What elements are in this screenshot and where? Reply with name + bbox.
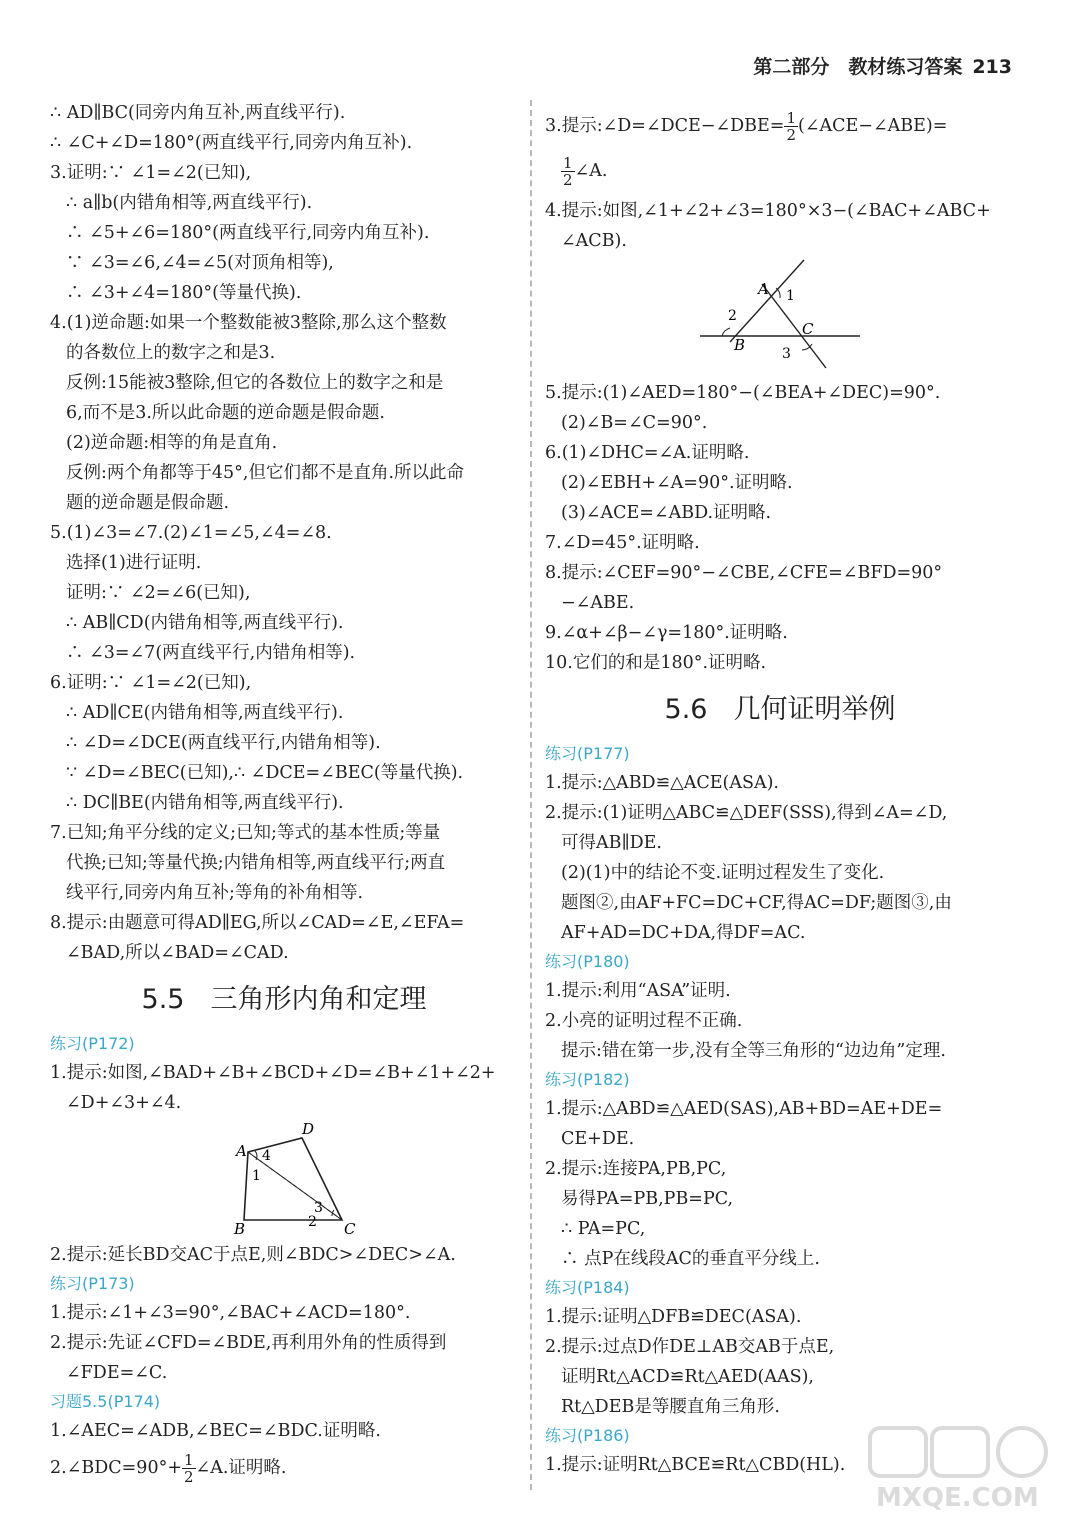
text-line: 1.∠AEC=∠ADB,∠BEC=∠BDC.证明略. xyxy=(50,1421,381,1441)
numerator: 1 xyxy=(786,109,797,127)
watermark-text: MXQE.COM xyxy=(876,1483,1039,1513)
column-divider xyxy=(530,100,532,1490)
text-line: 5.(1)∠3=∠7.(2)∠1=∠5,∠4=∠8. xyxy=(50,523,332,543)
text-line: 证明Rt△ACD≌Rt△AED(AAS), xyxy=(561,1367,814,1387)
text-line: 1.提示:如图,∠BAD+∠B+∠BCD+∠D=∠B+∠1+∠2+ xyxy=(50,1063,496,1083)
vertex-label-b: B xyxy=(734,336,746,354)
text-line: 2.提示:(1)证明△ABC≌△DEF(SSS),得到∠A=∠D, xyxy=(545,803,948,823)
triangle-exterior-angles-figure xyxy=(700,258,860,376)
vertex-label-d: D xyxy=(302,1120,315,1138)
text-line: ∴ AD∥CE(内错角相等,两直线平行). xyxy=(66,703,344,723)
text-part: (∠ACE−∠ABE)= xyxy=(798,116,948,136)
denominator: 2 xyxy=(184,1468,194,1486)
text-line: 6,而不是3.所以此命题的逆命题是假命题. xyxy=(66,403,385,423)
text-line: (2)∠EBH+∠A=90°.证明略. xyxy=(561,473,793,493)
text-line: 1.提示:证明△DFB≌DEC(ASA). xyxy=(545,1307,802,1327)
vertex-label-c: C xyxy=(802,320,814,338)
exercise-label: 练习(P177) xyxy=(545,744,630,763)
text-line: 7.∠D=45°.证明略. xyxy=(545,533,700,553)
text-line: 6.证明:∵ ∠1=∠2(已知), xyxy=(50,673,252,693)
text-line: 反例:两个角都等于45°,但它们都不是直角.所以此命 xyxy=(66,463,465,483)
angle-label-3: 3 xyxy=(314,1200,323,1216)
text-line: ∴ a∥b(内错角相等,两直线平行). xyxy=(66,193,313,213)
vertex-label-c: C xyxy=(344,1220,356,1238)
text-line: ∴ DC∥BE(内错角相等,两直线平行). xyxy=(66,793,344,813)
numerator: 1 xyxy=(563,154,573,172)
text-line: 4.(1)逆命题:如果一个整数能被3整除,那么这个整数 xyxy=(50,313,447,333)
text-line: ∴ AD∥BC(同旁内角互补,两直线平行). xyxy=(50,103,346,123)
exercise-label: 习题5.5(P174) xyxy=(50,1392,161,1411)
text-line: (2)逆命题:相等的角是直角. xyxy=(66,433,278,453)
text-part: ∠A.证明略. xyxy=(195,1458,287,1478)
header-section: 第二部分 教材练习答案 xyxy=(753,56,963,78)
text-line: 1.提示:证明Rt△BCE≌Rt△CBD(HL). xyxy=(545,1455,846,1475)
text-line: 8.提示:∠CEF=90°−∠CBE,∠CFE=∠BFD=90° xyxy=(545,563,943,583)
exercise-label: 练习(P186) xyxy=(545,1426,630,1445)
angle-label-1: 1 xyxy=(252,1168,261,1184)
text-line: 题图②,由AF+FC=DC+CF,得AC=DF;题图③,由 xyxy=(561,893,952,913)
text-line: 2.提示:延长BD交AC于点E,则∠BDC>∠DEC>∠A. xyxy=(50,1245,456,1265)
text-line: ∠BAD,所以∠BAD=∠CAD. xyxy=(66,943,289,963)
text-line: 的各数位上的数字之和是3. xyxy=(66,343,276,363)
section-heading-5-6 xyxy=(545,690,1015,730)
section-number: 5.5 xyxy=(141,984,185,1015)
text-line: ∠ACB). xyxy=(561,231,627,251)
angle-label-2: 2 xyxy=(308,1214,317,1230)
text-line: ∴ 点P在线段AC的垂直平分线上. xyxy=(561,1249,820,1269)
text-line: 2.提示:连接PA,PB,PC, xyxy=(545,1159,727,1179)
exercise-label: 练习(P184) xyxy=(545,1278,630,1297)
text-line: 2.小亮的证明过程不正确. xyxy=(545,1011,743,1031)
vertex-label-a: A xyxy=(758,280,769,298)
text-line: 9.∠α+∠β−∠γ=180°.证明略. xyxy=(545,623,788,643)
text-line: 选择(1)进行证明. xyxy=(66,553,202,573)
text-line: 4.提示:如图,∠1+∠2+∠3=180°×3−(∠BAC+∠ABC+ xyxy=(545,201,991,221)
text-line: (2)∠B=∠C=90°. xyxy=(561,413,708,433)
text-line: AF+AD=DC+DA,得DF=AC. xyxy=(561,923,806,943)
exercise-label: 练习(P173) xyxy=(50,1274,135,1293)
text-line: ∴ ∠C+∠D=180°(两直线平行,同旁内角互补). xyxy=(50,133,413,153)
text-line: CE+DE. xyxy=(561,1129,635,1149)
text-part: ∠A. xyxy=(574,161,608,181)
text-line: ∴ ∠3=∠7(两直线平行,内错角相等). xyxy=(66,643,356,663)
text-line: 证明:∵ ∠2=∠6(已知), xyxy=(66,583,251,603)
text-line: 提示:错在第一步,没有全等三角形的“边边角”定理. xyxy=(561,1041,946,1061)
denominator: 2 xyxy=(563,171,573,189)
fraction xyxy=(561,155,575,188)
exercise-label: 练习(P182) xyxy=(545,1070,630,1089)
quadrilateral-figure xyxy=(214,1120,354,1238)
text-line: ∠D+∠3+∠4. xyxy=(66,1093,182,1113)
text-line: 1.提示:△ABD≌△ACE(ASA). xyxy=(545,773,779,793)
text-line: ∴ ∠3+∠4=180°(等量代换). xyxy=(66,283,302,303)
text-line: ∴ ∠5+∠6=180°(两直线平行,同旁内角互补). xyxy=(66,223,430,243)
text-line: 1.提示:利用“ASA”证明. xyxy=(545,981,731,1001)
text-line-fraction xyxy=(50,1452,518,1485)
numerator: 1 xyxy=(184,1451,194,1469)
text-line: 10.它们的和是180°.证明略. xyxy=(545,653,767,673)
text-line: 2.提示:过点D作DE⊥AB交AB于点E, xyxy=(545,1337,835,1357)
text-line: 反例:15能被3整除,但它的各数位上的数字之和是 xyxy=(66,373,444,393)
text-line: −∠ABE. xyxy=(561,593,635,613)
angle-label-1: 1 xyxy=(786,288,795,304)
section-heading-5-5 xyxy=(50,980,518,1020)
vertex-label-b: B xyxy=(234,1220,246,1238)
vertex-label-a: A xyxy=(236,1142,247,1160)
text-line: 题的逆命题是假命题. xyxy=(66,493,230,513)
right-column xyxy=(545,98,1015,1480)
text-part: 3.提示:∠D=∠DCE−∠DBE= xyxy=(545,116,785,136)
text-line: 代换;已知;等量代换;内错角相等,两直线平行;两直 xyxy=(66,853,446,873)
text-line: 1.提示:∠1+∠3=90°,∠BAC+∠ACD=180°. xyxy=(50,1303,411,1323)
text-line: Rt△DEB是等腰直角三角形. xyxy=(561,1397,780,1417)
angle-label-2: 2 xyxy=(728,308,737,324)
page-number: 213 xyxy=(972,56,1012,78)
text-line: 6.(1)∠DHC=∠A.证明略. xyxy=(545,443,750,463)
fraction xyxy=(784,110,798,143)
text-line: 2.提示:先证∠CFD=∠BDE,再利用外角的性质得到 xyxy=(50,1333,447,1353)
denominator: 2 xyxy=(786,126,797,144)
section-number: 5.6 xyxy=(664,694,708,725)
text-line: (3)∠ACE=∠ABD.证明略. xyxy=(561,503,772,523)
text-line: ∠FDE=∠C. xyxy=(66,1363,168,1383)
angle-label-4: 4 xyxy=(262,1148,271,1164)
text-line: 5.提示:(1)∠AED=180°−(∠BEA+∠DEC)=90°. xyxy=(545,383,941,403)
section-title: 几何证明举例 xyxy=(733,694,896,725)
text-line: ∴ PA=PC, xyxy=(561,1219,646,1239)
angle-label-3: 3 xyxy=(782,346,791,362)
fraction xyxy=(182,1452,196,1485)
text-line: 8.提示:由题意可得AD∥EG,所以∠CAD=∠E,∠EFA= xyxy=(50,913,465,933)
text-line: ∴ ∠D=∠DCE(两直线平行,内错角相等). xyxy=(66,733,381,753)
text-line: 易得PA=PB,PB=PC, xyxy=(561,1189,734,1209)
page-header xyxy=(753,52,1012,79)
text-line: 7.已知;角平分线的定义;已知;等式的基本性质;等量 xyxy=(50,823,441,843)
left-column xyxy=(50,98,518,1485)
text-part: 2.∠BDC=90°+ xyxy=(50,1458,182,1478)
text-line-fraction xyxy=(545,110,1015,143)
text-line: 可得AB∥DE. xyxy=(561,833,662,853)
text-line: ∵ ∠D=∠BEC(已知),∴ ∠DCE=∠BEC(等量代换). xyxy=(66,763,464,783)
text-line: 线平行,同旁内角互补;等角的补角相等. xyxy=(66,883,364,903)
text-line: (2)(1)中的结论不变.证明过程发生了变化. xyxy=(561,863,885,883)
text-line-fraction xyxy=(545,155,1015,188)
text-line: 1.提示:△ABD≌△AED(SAS),AB+BD=AE+DE= xyxy=(545,1099,943,1119)
exercise-label: 练习(P172) xyxy=(50,1034,135,1053)
watermark-logo xyxy=(866,1424,1056,1514)
text-line: 3.证明:∵ ∠1=∠2(已知), xyxy=(50,163,252,183)
text-line: ∴ AB∥CD(内错角相等,两直线平行). xyxy=(66,613,344,633)
text-line: ∵ ∠3=∠6,∠4=∠5(对顶角相等), xyxy=(66,253,334,273)
exercise-label: 练习(P180) xyxy=(545,952,630,971)
section-title: 三角形内角和定理 xyxy=(210,984,427,1015)
